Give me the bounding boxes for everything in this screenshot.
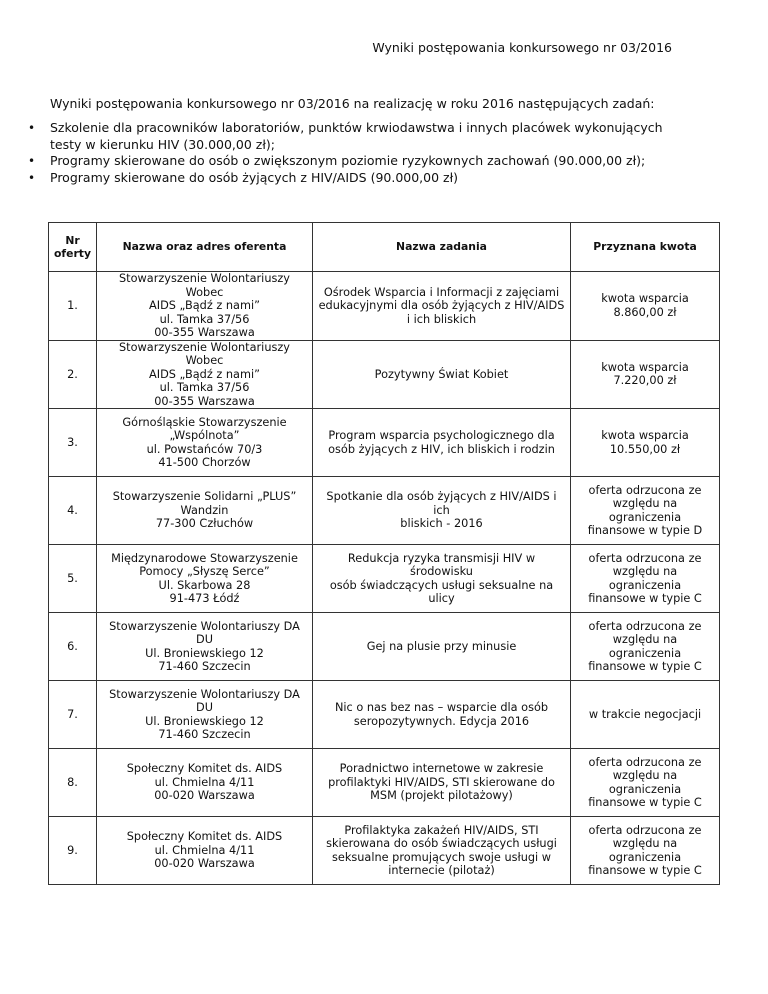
offeror-line: Stowarzyszenie Wolontariuszy Wobec [119, 272, 290, 299]
amount-cell [571, 272, 720, 341]
task-name-cell [313, 613, 571, 681]
task-name-line: osób świadczących usługi seksualne na ulicy [329, 578, 554, 605]
offeror-line: 71-460 Szczecin [158, 660, 251, 673]
offer-number-cell: 8. [49, 749, 97, 817]
offeror-line: Górnośląskie Stowarzyszenie [122, 415, 287, 429]
amount-cell [571, 749, 720, 817]
amount-cell [571, 340, 720, 409]
results-table [48, 222, 720, 885]
offer-number-cell: 2. [49, 340, 97, 409]
offeror-line: „Wspólnota” [169, 429, 240, 442]
offeror-line: Ul. Broniewskiego 12 [145, 646, 264, 660]
task-name-line: Program wsparcia psychologicznego dla [328, 429, 555, 442]
amount-line: finansowe w typie D [587, 524, 703, 537]
offeror-line: AIDS „Bądź z nami” [149, 299, 260, 312]
offeror-line: Ul. Skarbowa 28 [158, 578, 251, 592]
task-name-line: Nic o nas bez nas – wsparcie dla osób [334, 701, 549, 714]
amount-line: finansowe w typie C [588, 592, 702, 605]
task-name-line: profilaktyki HIV/AIDS, STI skierowane do [328, 775, 555, 789]
offeror-line: 91-473 Łódź [169, 592, 240, 605]
task-name-line: seksualne promujących swoje usługi w [331, 850, 552, 864]
header-offer-number-line: oferty [54, 247, 91, 260]
amount-line: 7.220,00 zł [613, 374, 677, 388]
task-name-cell [313, 817, 571, 885]
task-name-line: i ich bliskich [406, 312, 477, 326]
offer-number-cell: 3. [49, 409, 97, 477]
offeror-line: AIDS „Bądź z nami” [149, 367, 260, 381]
task-name-cell [313, 272, 571, 341]
task-name-cell [313, 749, 571, 817]
offeror-line: Społeczny Komitet ds. AIDS [126, 762, 283, 776]
offeror-line: 00-355 Warszawa [154, 394, 255, 408]
amount-cell [571, 681, 720, 749]
task-name-line: Gej na plusie przy minusie [366, 639, 517, 653]
table-row [49, 681, 720, 749]
task-name-line: Pozytywny Świat Kobiet [374, 367, 509, 381]
task-name-line: edukacyjnymi dla osób żyjących z HIV/AIDS [318, 299, 565, 312]
amount-cell [571, 409, 720, 477]
amount-line: względu na ograniczenia [608, 769, 682, 796]
table-row [49, 477, 720, 545]
offeror-line: ul. Tamka 37/56 [159, 381, 250, 394]
header-offer-number [49, 223, 97, 272]
offeror-cell [97, 817, 313, 885]
amount-line: 10.550,00 zł [609, 442, 681, 456]
amount-cell [571, 613, 720, 681]
task-name-line: seropozytywnych. Edycja 2016 [353, 714, 530, 728]
task-name-line: bliskich - 2016 [400, 517, 483, 531]
offer-number-cell: 5. [49, 545, 97, 613]
table-row [49, 817, 720, 885]
header-amount: Przyznana kwota [571, 223, 720, 272]
offeror-line: 77-300 Człuchów [155, 517, 254, 531]
task-name-line: Redukcja ryzyka transmisji HIV w środowisku [347, 551, 536, 578]
header-offer-number-line: Nr [65, 233, 80, 247]
intro-text: Wyniki postępowania konkursowego nr 03/2016 na realizację w roku 2016 następujących zadań: [50, 96, 655, 111]
table-body [49, 272, 720, 885]
offeror-line: 71-460 Szczecin [158, 728, 251, 741]
task-item [50, 120, 710, 153]
amount-line: oferta odrzucona ze [588, 755, 702, 769]
task-name-cell [313, 340, 571, 409]
offeror-cell [97, 545, 313, 613]
offer-number-cell: 9. [49, 817, 97, 885]
task-name-cell [313, 681, 571, 749]
offer-number-cell: 1. [49, 272, 97, 341]
amount-line: oferta odrzucona ze [588, 619, 702, 633]
task-name-line: Profilaktyka zakażeń HIV/AIDS, STI [344, 823, 539, 837]
amount-line: kwota wsparcia [601, 292, 689, 306]
offeror-cell [97, 613, 313, 681]
table-header-row [49, 223, 720, 272]
task-item-line: Programy skierowane do osób o zwiększonym poziomie ryzykownych zachowań (90.000,00 zł); [50, 153, 646, 168]
offeror-line: Pomocy „Słyszę Serce” [139, 565, 270, 578]
amount-line: oferta odrzucona ze [588, 483, 702, 497]
amount-line: względu na ograniczenia [608, 497, 682, 524]
amount-line: finansowe w typie C [588, 660, 702, 673]
offeror-line: Stowarzyszenie Wolontariuszy DA DU [109, 687, 300, 714]
offer-number-cell: 7. [49, 681, 97, 749]
offeror-line: 00-020 Warszawa [154, 789, 255, 803]
offeror-line: ul. Tamka 37/56 [159, 312, 250, 326]
table-row [49, 409, 720, 477]
table-row [49, 340, 720, 409]
offeror-line: ul. Powstańców 70/3 [146, 442, 263, 456]
offeror-cell [97, 477, 313, 545]
task-name-line: Ośrodek Wsparcia i Informacji z zajęciami [323, 285, 560, 299]
table-row [49, 272, 720, 341]
offeror-line: ul. Chmielna 4/11 [154, 843, 255, 857]
offeror-line: 00-355 Warszawa [154, 326, 255, 339]
task-item-line: Szkolenie dla pracowników laboratoriów, punktów krwiodawstwa i innych placówek wykonujących [50, 120, 663, 135]
task-name-line: internecie (pilotaż) [388, 864, 495, 877]
table-row [49, 749, 720, 817]
amount-cell [571, 817, 720, 885]
offeror-cell [97, 409, 313, 477]
offeror-line: Wandzin [180, 503, 229, 517]
amount-cell [571, 545, 720, 613]
header-offeror-name: Nazwa oraz adres oferenta [97, 223, 313, 272]
amount-line: względu na ograniczenia [608, 633, 682, 660]
offeror-line: 41-500 Chorzów [158, 456, 251, 469]
header-task-name: Nazwa zadania [313, 223, 571, 272]
task-name-line: Spotkanie dla osób żyjących z HIV/AIDS i ich [326, 490, 557, 517]
task-name-line: Poradnictwo internetowe w zakresie [339, 762, 544, 776]
task-list [50, 120, 710, 186]
table-row [49, 613, 720, 681]
amount-line: oferta odrzucona ze [588, 551, 702, 565]
task-name-cell [313, 477, 571, 545]
task-name-line: MSM (projekt pilotażowy) [370, 789, 513, 803]
amount-line: 8.860,00 zł [613, 305, 677, 319]
offeror-line: Stowarzyszenie Wolontariuszy DA DU [109, 619, 300, 646]
table-row [49, 545, 720, 613]
amount-line: kwota wsparcia [601, 429, 689, 442]
task-item-line: testy w kierunku HIV (30.000,00 zł); [50, 136, 275, 152]
amount-line: finansowe w typie C [588, 864, 702, 877]
offer-number-cell: 4. [49, 477, 97, 545]
offeror-cell [97, 681, 313, 749]
offeror-cell [97, 272, 313, 341]
task-name-cell [313, 409, 571, 477]
task-item [50, 153, 710, 170]
amount-line: względu na ograniczenia [608, 837, 682, 864]
task-name-cell [313, 545, 571, 613]
task-item-line: Programy skierowane do osób żyjących z HIV/AIDS (90.000,00 zł) [50, 169, 459, 185]
offeror-line: Międzynarodowe Stowarzyszenie [111, 551, 298, 565]
task-name-line: skierowana do osób świadczących usługi [326, 837, 557, 850]
offeror-cell [97, 340, 313, 409]
amount-line: finansowe w typie C [588, 796, 702, 809]
offeror-line: ul. Chmielna 4/11 [154, 775, 255, 789]
offeror-cell [97, 749, 313, 817]
amount-line: względu na ograniczenia [608, 565, 682, 592]
amount-line: kwota wsparcia [601, 360, 689, 374]
amount-line: w trakcie negocjacji [588, 707, 702, 721]
offeror-line: Społeczny Komitet ds. AIDS [126, 830, 283, 844]
offeror-line: Stowarzyszenie Wolontariuszy Wobec [119, 340, 290, 367]
task-item [50, 170, 710, 187]
amount-line: oferta odrzucona ze [588, 823, 702, 837]
offeror-line: Stowarzyszenie Solidarni „PLUS” [112, 490, 297, 504]
document-header-title: Wyniki postępowania konkursowego nr 03/2016 [372, 40, 672, 55]
offer-number-cell: 6. [49, 613, 97, 681]
amount-cell [571, 477, 720, 545]
offeror-line: 00-020 Warszawa [154, 857, 255, 871]
task-name-line: osób żyjących z HIV, ich bliskich i rodzin [328, 442, 555, 456]
offeror-line: Ul. Broniewskiego 12 [145, 714, 264, 728]
